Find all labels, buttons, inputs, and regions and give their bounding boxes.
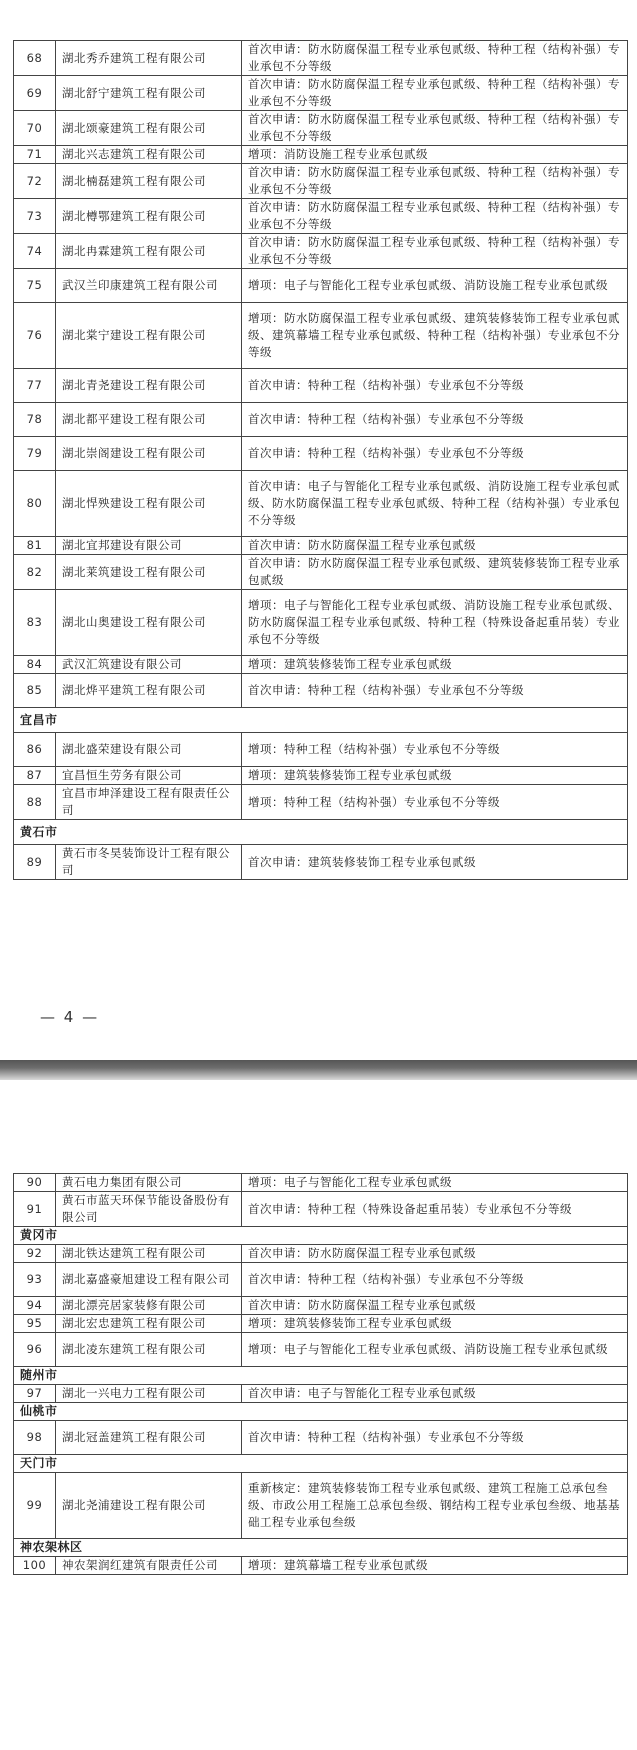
qualification-table-lower <box>13 1173 628 1575</box>
qualification-content: 首次申请：防水防腐保温工程专业承包贰级、特种工程（结构补强）专业承包不分等级 <box>242 164 628 199</box>
qualification-content: 首次申请：防水防腐保温工程专业承包贰级 <box>242 1297 628 1315</box>
qualification-content: 增项：电子与智能化工程专业承包贰级、消防设施工程专业承包贰级 <box>242 1333 628 1367</box>
section-header-row <box>14 1455 628 1473</box>
row-number: 87 <box>14 767 56 785</box>
qualification-table-upper <box>13 40 628 880</box>
qualification-content: 首次申请：建筑装修装饰工程专业承包贰级 <box>242 845 628 880</box>
company-name: 湖北冉霖建筑工程有限公司 <box>56 234 242 269</box>
row-number: 77 <box>14 369 56 403</box>
row-number: 68 <box>14 41 56 76</box>
qualification-content: 首次申请：防水防腐保温工程专业承包贰级、特种工程（结构补强）专业承包不分等级 <box>242 41 628 76</box>
company-name: 湖北宏忠建筑工程有限公司 <box>56 1315 242 1333</box>
qualification-content: 增项：特种工程（结构补强）专业承包不分等级 <box>242 733 628 767</box>
section-title: 天门市 <box>14 1455 628 1473</box>
table-row <box>14 1174 628 1192</box>
table-row <box>14 537 628 555</box>
table-row <box>14 1192 628 1227</box>
table-row <box>14 1421 628 1455</box>
row-number: 99 <box>14 1473 56 1539</box>
row-number: 69 <box>14 76 56 111</box>
table-row <box>14 1263 628 1297</box>
qualification-content: 首次申请：特种工程（结构补强）专业承包不分等级 <box>242 369 628 403</box>
row-number: 74 <box>14 234 56 269</box>
company-name: 湖北楠磊建筑工程有限公司 <box>56 164 242 199</box>
company-name: 湖北都平建设工程有限公司 <box>56 403 242 437</box>
row-number: 88 <box>14 785 56 820</box>
company-name: 黄石电力集团有限公司 <box>56 1174 242 1192</box>
qualification-content: 首次申请：特种工程（结构补强）专业承包不分等级 <box>242 1263 628 1297</box>
qualification-content: 首次申请：特种工程（特殊设备起重吊装）专业承包不分等级 <box>242 1192 628 1227</box>
company-name: 宜昌市坤泽建设工程有限责任公司 <box>56 785 242 820</box>
table-row <box>14 1245 628 1263</box>
table-row <box>14 164 628 199</box>
table-row <box>14 471 628 537</box>
table-row <box>14 590 628 656</box>
table-row <box>14 146 628 164</box>
qualification-content: 首次申请：特种工程（结构补强）专业承包不分等级 <box>242 674 628 708</box>
table-row <box>14 303 628 369</box>
qualification-content: 首次申请：防水防腐保温工程专业承包贰级、特种工程（结构补强）专业承包不分等级 <box>242 234 628 269</box>
row-number: 96 <box>14 1333 56 1367</box>
row-number: 92 <box>14 1245 56 1263</box>
qualification-content: 首次申请：防水防腐保温工程专业承包贰级、建筑装修装饰工程专业承包贰级 <box>242 555 628 590</box>
row-number: 89 <box>14 845 56 880</box>
qualification-content: 增项：电子与智能化工程专业承包贰级、消防设施工程专业承包贰级、防水防腐保温工程专业承包贰级、特种工程（特殊设备起重吊装）专业承包不分等级 <box>242 590 628 656</box>
table-row <box>14 76 628 111</box>
row-number: 94 <box>14 1297 56 1315</box>
company-name: 湖北山奥建设工程有限公司 <box>56 590 242 656</box>
section-header-row <box>14 1539 628 1557</box>
qualification-content: 增项：建筑装修装饰工程专业承包贰级 <box>242 1315 628 1333</box>
row-number: 85 <box>14 674 56 708</box>
page-separator <box>0 1060 637 1080</box>
row-number: 100 <box>14 1557 56 1575</box>
company-name: 湖北棠宁建设工程有限公司 <box>56 303 242 369</box>
table-row <box>14 733 628 767</box>
company-name: 湖北凌东建筑工程有限公司 <box>56 1333 242 1367</box>
section-title: 宜昌市 <box>14 708 628 733</box>
section-header-row <box>14 708 628 733</box>
qualification-content: 增项：建筑装修装饰工程专业承包贰级 <box>242 767 628 785</box>
section-title: 黄冈市 <box>14 1227 628 1245</box>
company-name: 湖北冠盖建筑工程有限公司 <box>56 1421 242 1455</box>
company-name: 黄石市蓝天环保节能设备股份有限公司 <box>56 1192 242 1227</box>
row-number: 81 <box>14 537 56 555</box>
row-number: 97 <box>14 1385 56 1403</box>
qualification-content: 首次申请：防水防腐保温工程专业承包贰级、特种工程（结构补强）专业承包不分等级 <box>242 111 628 146</box>
qualification-content: 首次申请：特种工程（结构补强）专业承包不分等级 <box>242 437 628 471</box>
table-row <box>14 767 628 785</box>
company-name: 湖北悍殃建设工程有限公司 <box>56 471 242 537</box>
row-number: 78 <box>14 403 56 437</box>
table-row <box>14 1557 628 1575</box>
table-row <box>14 1315 628 1333</box>
company-name: 湖北颂豪建筑工程有限公司 <box>56 111 242 146</box>
section-header-row <box>14 1403 628 1421</box>
qualification-content: 首次申请：防水防腐保温工程专业承包贰级、特种工程（结构补强）专业承包不分等级 <box>242 199 628 234</box>
table-row <box>14 234 628 269</box>
company-name: 湖北樽鄂建筑工程有限公司 <box>56 199 242 234</box>
table-row <box>14 199 628 234</box>
row-number: 95 <box>14 1315 56 1333</box>
company-name: 湖北盛荣建设有限公司 <box>56 733 242 767</box>
company-name: 湖北宜邦建设有限公司 <box>56 537 242 555</box>
company-name: 湖北漂亮居家装修有限公司 <box>56 1297 242 1315</box>
company-name: 湖北青尧建设工程有限公司 <box>56 369 242 403</box>
section-title: 黄石市 <box>14 820 628 845</box>
qualification-content: 增项：电子与智能化工程专业承包贰级 <box>242 1174 628 1192</box>
table-row <box>14 845 628 880</box>
table-row <box>14 555 628 590</box>
row-number: 72 <box>14 164 56 199</box>
company-name: 湖北铁达建筑工程有限公司 <box>56 1245 242 1263</box>
row-number: 71 <box>14 146 56 164</box>
section-header-row <box>14 1367 628 1385</box>
qualification-content: 重新核定：建筑装修装饰工程专业承包贰级、建筑工程施工总承包叁级、市政公用工程施工总承包叁级、钢结构工程专业承包叁级、地基基础工程专业承包叁级 <box>242 1473 628 1539</box>
table-row <box>14 111 628 146</box>
row-number: 98 <box>14 1421 56 1455</box>
row-number: 93 <box>14 1263 56 1297</box>
section-title: 神农架林区 <box>14 1539 628 1557</box>
row-number: 83 <box>14 590 56 656</box>
table-row <box>14 1385 628 1403</box>
company-name: 湖北尧浦建设工程有限公司 <box>56 1473 242 1539</box>
row-number: 86 <box>14 733 56 767</box>
company-name: 武汉汇筑建设有限公司 <box>56 656 242 674</box>
company-name: 湖北兴志建筑工程有限公司 <box>56 146 242 164</box>
company-name: 武汉兰印康建筑工程有限公司 <box>56 269 242 303</box>
table-row <box>14 41 628 76</box>
row-number: 75 <box>14 269 56 303</box>
row-number: 73 <box>14 199 56 234</box>
qualification-content: 首次申请：防水防腐保温工程专业承包贰级 <box>242 537 628 555</box>
table-row <box>14 785 628 820</box>
qualification-content: 首次申请：防水防腐保温工程专业承包贰级、特种工程（结构补强）专业承包不分等级 <box>242 76 628 111</box>
company-name: 湖北舒宁建筑工程有限公司 <box>56 76 242 111</box>
document-page-lower <box>0 1080 637 1750</box>
table-row <box>14 437 628 471</box>
company-name: 宜昌恒生劳务有限公司 <box>56 767 242 785</box>
row-number: 82 <box>14 555 56 590</box>
table-row <box>14 403 628 437</box>
company-name: 湖北秀乔建筑工程有限公司 <box>56 41 242 76</box>
qualification-content: 增项：防水防腐保温工程专业承包贰级、建筑装修装饰工程专业承包贰级、建筑幕墙工程专业承包贰级、特种工程（结构补强）专业承包不分等级 <box>242 303 628 369</box>
company-name: 黄石市冬昊装饰设计工程有限公司 <box>56 845 242 880</box>
section-header-row <box>14 820 628 845</box>
company-name: 湖北崇阁建设工程有限公司 <box>56 437 242 471</box>
company-name: 神农架润红建筑有限责任公司 <box>56 1557 242 1575</box>
qualification-content: 首次申请：特种工程（结构补强）专业承包不分等级 <box>242 403 628 437</box>
qualification-content: 增项：特种工程（结构补强）专业承包不分等级 <box>242 785 628 820</box>
section-title: 随州市 <box>14 1367 628 1385</box>
row-number: 76 <box>14 303 56 369</box>
qualification-content: 首次申请：电子与智能化工程专业承包贰级 <box>242 1385 628 1403</box>
table-row <box>14 1333 628 1367</box>
row-number: 79 <box>14 437 56 471</box>
row-number: 90 <box>14 1174 56 1192</box>
table-row <box>14 1297 628 1315</box>
qualification-content: 首次申请：防水防腐保温工程专业承包贰级 <box>242 1245 628 1263</box>
company-name: 湖北烨平建筑工程有限公司 <box>56 674 242 708</box>
table-row <box>14 656 628 674</box>
qualification-content: 首次申请：电子与智能化工程专业承包贰级、消防设施工程专业承包贰级、防水防腐保温工程专业承包贰级、特种工程（结构补强）专业承包不分等级 <box>242 471 628 537</box>
row-number: 80 <box>14 471 56 537</box>
company-name: 湖北嘉盛豪旭建设工程有限公司 <box>56 1263 242 1297</box>
qualification-content: 增项：消防设施工程专业承包贰级 <box>242 146 628 164</box>
company-name: 湖北莱筑建设工程有限公司 <box>56 555 242 590</box>
company-name: 湖北一兴电力工程有限公司 <box>56 1385 242 1403</box>
table-row <box>14 1473 628 1539</box>
row-number: 91 <box>14 1192 56 1227</box>
section-title: 仙桃市 <box>14 1403 628 1421</box>
table-row <box>14 369 628 403</box>
table-row <box>14 674 628 708</box>
qualification-content: 首次申请：特种工程（结构补强）专业承包不分等级 <box>242 1421 628 1455</box>
row-number: 84 <box>14 656 56 674</box>
row-number: 70 <box>14 111 56 146</box>
page-number: — 4 — <box>40 1008 100 1026</box>
table-row <box>14 269 628 303</box>
qualification-content: 增项：电子与智能化工程专业承包贰级、消防设施工程专业承包贰级 <box>242 269 628 303</box>
qualification-content: 增项：建筑幕墙工程专业承包贰级 <box>242 1557 628 1575</box>
section-header-row <box>14 1227 628 1245</box>
qualification-content: 增项：建筑装修装饰工程专业承包贰级 <box>242 656 628 674</box>
